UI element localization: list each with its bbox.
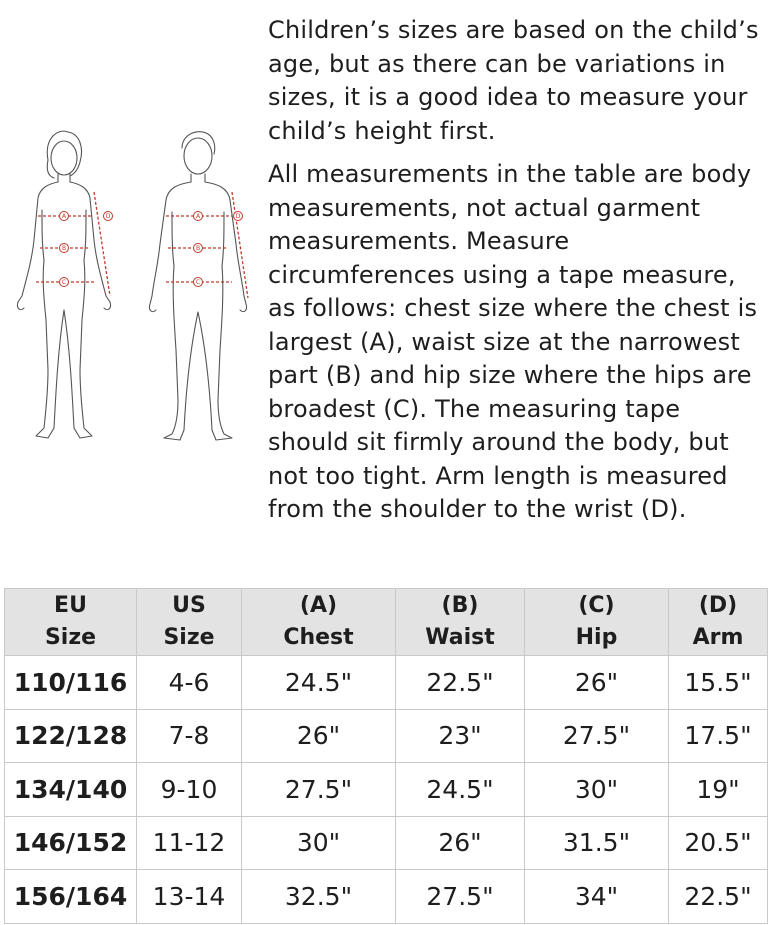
cell-chest: 26"	[242, 709, 396, 763]
cell-hip: 30"	[525, 763, 669, 817]
marker-label: B	[195, 245, 201, 252]
measurement-illustration	[0, 120, 260, 450]
cell-eu-size: 156/164	[5, 870, 137, 924]
cell-arm: 17.5"	[669, 709, 768, 763]
cell-eu-size: 110/116	[5, 656, 137, 710]
cell-waist: 23"	[396, 709, 525, 763]
table-row	[5, 816, 768, 870]
cell-hip: 26"	[525, 656, 669, 710]
cell-arm: 19"	[669, 763, 768, 817]
marker-label: C	[61, 279, 67, 286]
intro-paragraph-1: Children’s sizes are based on the child’s age, but as there can be variations in sizes, it is a good idea to measure your child’s height first.	[268, 16, 759, 145]
cell-chest: 32.5"	[242, 870, 396, 924]
table-row	[5, 763, 768, 817]
header-hip: (C) Hip	[525, 589, 669, 656]
header-eu-size: EU Size	[5, 589, 137, 656]
cell-chest: 27.5"	[242, 763, 396, 817]
intro-paragraph-2: All measurements in the table are body measurements, not actual garment measurements. Measure circumferences using a tape measure, as follows: chest size where the chest is largest (A), waist size at the narrowest part (B) and hip size where the hips are broadest (C). The measuring tape should sit firmly around the body, but not too tight. Arm length is measured from the shoulder to the wrist (D).	[268, 160, 758, 523]
cell-us-size: 7-8	[137, 709, 242, 763]
cell-us-size: 11-12	[137, 816, 242, 870]
cell-hip: 34"	[525, 870, 669, 924]
header-chest: (A) Chest	[242, 589, 396, 656]
cell-arm: 22.5"	[669, 870, 768, 924]
header-waist: (B) Waist	[396, 589, 525, 656]
size-chart-table	[4, 588, 768, 924]
marker-label: D	[235, 213, 241, 220]
cell-waist: 27.5"	[396, 870, 525, 924]
marker-label: A	[195, 213, 201, 220]
table-row	[5, 870, 768, 924]
cell-hip: 31.5"	[525, 816, 669, 870]
cell-hip: 27.5"	[525, 709, 669, 763]
cell-eu-size: 134/140	[5, 763, 137, 817]
cell-arm: 15.5"	[669, 656, 768, 710]
cell-waist: 26"	[396, 816, 525, 870]
marker-label: B	[61, 245, 67, 252]
table-row	[5, 656, 768, 710]
marker-label: A	[61, 213, 67, 220]
cell-chest: 24.5"	[242, 656, 396, 710]
cell-chest: 30"	[242, 816, 396, 870]
cell-eu-size: 146/152	[5, 816, 137, 870]
cell-us-size: 9-10	[137, 763, 242, 817]
cell-us-size: 4-6	[137, 656, 242, 710]
marker-label: D	[105, 213, 111, 220]
cell-eu-size: 122/128	[5, 709, 137, 763]
header-arm: (D) Arm	[669, 589, 768, 656]
cell-waist: 24.5"	[396, 763, 525, 817]
marker-label: C	[195, 279, 201, 286]
cell-arm: 20.5"	[669, 816, 768, 870]
cell-us-size: 13-14	[137, 870, 242, 924]
intro-text	[268, 14, 763, 527]
header-us-size: US Size	[137, 589, 242, 656]
cell-waist: 22.5"	[396, 656, 525, 710]
table-row	[5, 709, 768, 763]
table-header-row	[5, 589, 768, 656]
